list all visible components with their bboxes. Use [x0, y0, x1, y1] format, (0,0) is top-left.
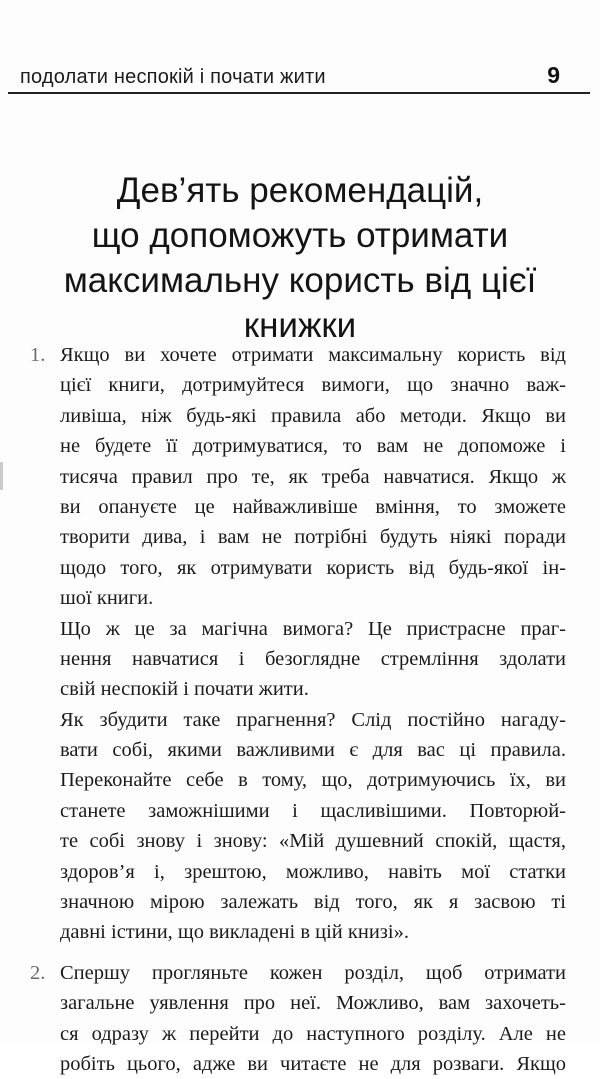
paragraph-line	[30, 340, 566, 370]
list-item-1	[30, 340, 566, 948]
body-text	[30, 340, 566, 1079]
paragraph-line: вати собі, якими важливими є для вас ці правила.	[60, 739, 566, 762]
paragraph-line: здоров’я і, зрештою, можливо, навіть мої статки	[60, 860, 566, 883]
item-number: 2.	[30, 961, 46, 984]
running-title: подолати неспокій і почати жити	[20, 66, 326, 88]
running-header	[8, 58, 590, 94]
paragraph-line: ся одразу ж перейти до наступного розділу. Але не	[60, 1022, 566, 1045]
paragraph-line: станете заможнішими і щасливішими. Повторюй-	[60, 799, 566, 822]
paragraph-line	[30, 958, 566, 988]
chapter-title-line: що допоможуть отримати	[91, 216, 509, 255]
paragraph-line: цієї книги, дотримуйтеся вимоги, що значно важ-	[60, 374, 566, 397]
paragraph-line: загальне уявлення про неї. Можливо, вам захочеть-	[60, 992, 566, 1015]
chapter-title	[0, 168, 600, 348]
paragraph-line: щодо того, як отримувати користь від будь-якої ін-	[60, 556, 566, 579]
chapter-title-line: книжки	[243, 306, 357, 345]
list-item-2	[30, 958, 566, 1079]
paragraph-line: не будете її дотримуватися, то вам не допоможе і	[60, 435, 566, 458]
scan-artifact	[0, 462, 3, 490]
paragraph-line: Як збудити таке прагнення? Слід постійно нагаду-	[60, 708, 566, 731]
paragraph-line: ви опануєте це найважливіше вміння, то зможете	[60, 495, 566, 518]
paragraph-line: творити дива, і вам не потрібні будуть ніякі поради	[60, 526, 566, 549]
paragraph-line: значною мірою залежать від того, як я засвою ті	[60, 891, 566, 914]
paragraph-line: Переконайте себе в тому, що, дотримуючись їх, ви	[60, 769, 566, 792]
item-number: 1.	[30, 344, 46, 366]
chapter-title-line: Дев’ять рекомендацій,	[116, 171, 484, 210]
paragraph-line: тисяча правил про те, як треба навчатися. Якщо ж	[60, 465, 566, 488]
paragraph-line: робіть цього, адже ви читаєте не для розваги. Якщо	[60, 1052, 566, 1075]
line-text: Якщо ви хочете отримати максимальну користь від	[60, 344, 566, 366]
paragraph-line: давні істини, що викладені в цій книзі».	[60, 921, 409, 944]
paragraph-line: шої книги.	[60, 587, 154, 610]
paragraph-line: Що ж це за магічна вимога? Це пристрасне праг-	[60, 617, 566, 640]
line-text: Спершу прогляньте кожен розділ, щоб отримати	[60, 961, 566, 984]
paragraph-line: ливіша, ніж будь-які правила або методи. Якщо ви	[60, 404, 566, 427]
page-number: 9	[547, 62, 560, 88]
paragraph-line: нення навчатися і безоглядне стремління здолати	[60, 647, 566, 670]
chapter-title-line: максимальну користь від цієї	[63, 261, 537, 300]
paragraph-line: свій неспокій і почати жити.	[60, 678, 309, 701]
paragraph-line: те собі знову і знову: «Мій душевний спокій, щастя,	[60, 830, 566, 853]
